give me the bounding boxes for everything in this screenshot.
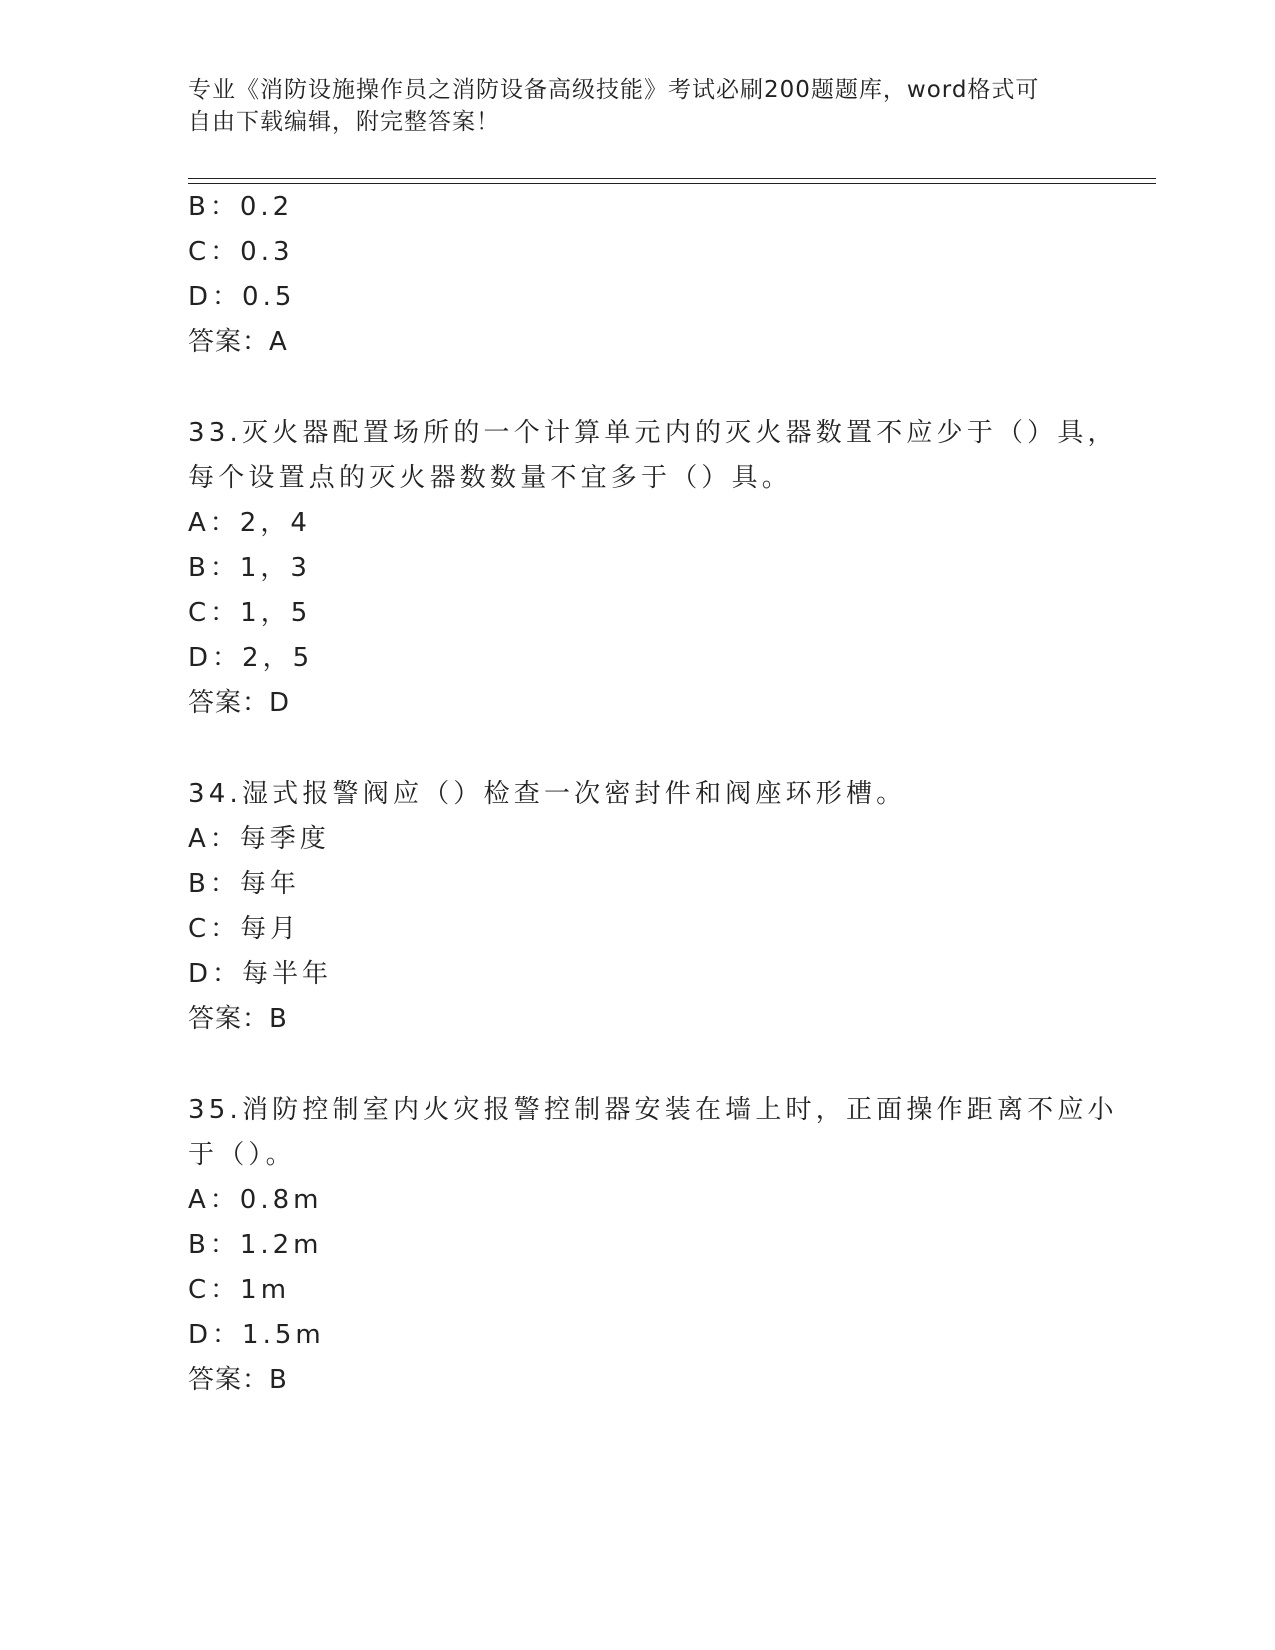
question-35-option-d: D：1.5m (188, 1320, 325, 1350)
question-33-answer: 答案：D (188, 688, 291, 718)
document-header (188, 74, 1068, 138)
prev-option-d: D：0.5 (188, 282, 296, 312)
question-34-option-c: C：每月 (188, 914, 301, 944)
question-33-option-d: D：2，5 (188, 643, 314, 673)
question-33-stem-line-1: 33.灭火器配置场所的一个计算单元内的灭火器数置不应少于（）具， (188, 418, 1118, 448)
question-35-stem-line-2: 于（）。 (188, 1140, 296, 1170)
question-35-stem-line-1: 35.消防控制室内火灾报警控制器安装在墙上时，正面操作距离不应小 (188, 1095, 1118, 1125)
prev-answer: 答案：A (188, 327, 288, 357)
question-34-option-b: B：每年 (188, 869, 300, 899)
header-divider-top (188, 178, 1156, 179)
question-35-answer: 答案：B (188, 1365, 288, 1395)
question-34-option-a: A：每季度 (188, 824, 330, 854)
question-34-stem-line-1: 34.湿式报警阀应（）检查一次密封件和阀座环形槽。 (188, 779, 907, 809)
question-35-option-c: C：1m (188, 1275, 291, 1305)
question-33-option-a: A：2，4 (188, 508, 311, 538)
header-line-1: 专业《消防设施操作员之消防设备高级技能》考试必刷200题题库，word格式可 (188, 77, 1040, 103)
question-33-stem-line-2: 每个设置点的灭火器数数量不宜多于（）具。 (188, 463, 793, 493)
question-34-option-d: D：每半年 (188, 959, 333, 989)
prev-option-c: C：0.3 (188, 237, 294, 267)
question-33-option-c: C：1，5 (188, 598, 312, 628)
prev-option-b: B：0.2 (188, 192, 294, 222)
question-35-option-a: A：0.8m (188, 1185, 323, 1215)
question-33-option-b: B：1，3 (188, 553, 311, 583)
question-34-answer: 答案：B (188, 1004, 288, 1034)
header-divider-bottom (188, 183, 1156, 184)
question-35-option-b: B：1.2m (188, 1230, 323, 1260)
header-line-2: 自由下载编辑，附完整答案！ (188, 109, 500, 135)
